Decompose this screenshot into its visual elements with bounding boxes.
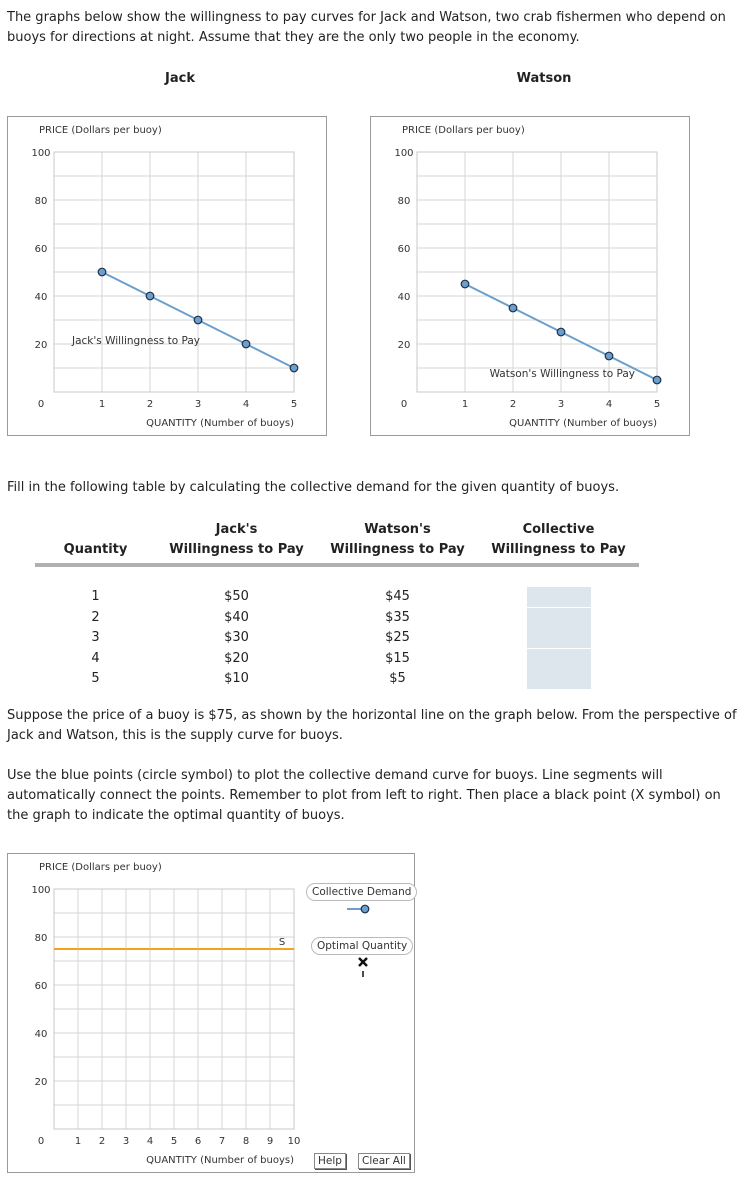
- x-tick-label: 3: [122, 1136, 130, 1147]
- y-tick-label: 20: [34, 1077, 48, 1088]
- x-tick-label: 1: [74, 1136, 82, 1147]
- curve-label: Jack's Willingness to Pay: [72, 335, 200, 347]
- table-row: [35, 608, 639, 629]
- wtp-table: [35, 520, 639, 690]
- collective-wtp-input[interactable]: [527, 628, 591, 648]
- x-tick-label: 5: [290, 399, 298, 410]
- grid: [417, 152, 657, 392]
- wtp-point: [557, 328, 565, 336]
- y-tick-label: 80: [397, 196, 411, 207]
- collective-demand-label: Collective Demand: [312, 886, 412, 898]
- table-header-row: [35, 520, 639, 565]
- table-row: [35, 628, 639, 649]
- help-button[interactable]: Help: [314, 1153, 346, 1169]
- cell-jack-wtp: $30: [224, 630, 249, 646]
- y-axis-label: PRICE (Dollars per buoy): [402, 125, 525, 136]
- cell-collective-wtp: [478, 628, 639, 649]
- collective-demand-symbol-icon[interactable]: [344, 902, 374, 916]
- cell-collective-wtp: [478, 649, 639, 670]
- cell-collective-wtp: [478, 587, 639, 608]
- x-tick-label: 3: [557, 399, 565, 410]
- wtp-point: [509, 304, 517, 312]
- header-watson: Watson's Willingness to Pay: [317, 520, 478, 565]
- y-tick-label: 40: [34, 1029, 48, 1040]
- jack-graph-title: Jack: [165, 71, 195, 86]
- x-tick-label: 3: [194, 399, 202, 410]
- y-tick-label: 40: [34, 292, 48, 303]
- cell-collective-wtp: [478, 608, 639, 629]
- cell-jack-wtp: $40: [224, 609, 249, 625]
- x-tick-label: 5: [170, 1136, 178, 1147]
- x-tick-label: 4: [146, 1136, 154, 1147]
- table-instruction-text: Fill in the following table by calculating the collective demand for the given quantity of buoys.: [7, 480, 620, 495]
- y-tick-label: 20: [34, 340, 48, 351]
- y-axis-label: PRICE (Dollars per buoy): [39, 862, 162, 873]
- cell-quantity: 2: [91, 609, 100, 625]
- y-tick-label: 40: [397, 292, 411, 303]
- watson-graph-title: Watson: [516, 71, 572, 86]
- y-axis-label: PRICE (Dollars per buoy): [39, 125, 162, 136]
- cell-watson-wtp: $35: [385, 609, 410, 625]
- x-tick-label: 6: [194, 1136, 202, 1147]
- grid: [54, 889, 294, 1129]
- curve-label: Watson's Willingness to Pay: [489, 368, 635, 380]
- x-tick-label: 10: [287, 1136, 301, 1147]
- x-tick-label: 9: [266, 1136, 274, 1147]
- optimal-quantity-x-icon[interactable]: [356, 954, 370, 980]
- collective-wtp-input[interactable]: [527, 649, 591, 669]
- cell-collective-wtp: [478, 669, 639, 690]
- x-tick-label: 0: [400, 399, 408, 410]
- cell-quantity: 5: [91, 671, 100, 687]
- table-row: [35, 587, 639, 608]
- wtp-point: [461, 280, 469, 288]
- cell-quantity: 1: [91, 589, 100, 605]
- cell-quantity: 3: [91, 630, 100, 646]
- x-tick-label: 4: [242, 399, 250, 410]
- collective-wtp-input[interactable]: [527, 608, 591, 628]
- y-tick-label: 80: [34, 933, 48, 944]
- collective-wtp-input[interactable]: [527, 587, 591, 607]
- watson-chart: [371, 117, 689, 435]
- collective-chart[interactable]: [8, 854, 308, 1172]
- optimal-quantity-label: Optimal Quantity: [317, 940, 408, 952]
- y-tick-label: 100: [31, 148, 51, 159]
- header-quantity: Quantity: [35, 520, 156, 565]
- supply-paragraph: Suppose the price of a buoy is $75, as shown by the horizontal line on the graph below. From the perspective of Jack and Watson, this is the supply curve for buoys.: [7, 708, 737, 743]
- cell-jack-wtp: $50: [224, 589, 249, 605]
- y-tick-label: 80: [34, 196, 48, 207]
- optimal-quantity-tool[interactable]: [311, 937, 413, 955]
- x-tick-label: 0: [37, 1136, 45, 1147]
- x-tick-label: 8: [242, 1136, 250, 1147]
- x-axis-label: QUANTITY (Number of buoys): [509, 418, 657, 429]
- x-tick-label: 0: [37, 399, 45, 410]
- x-tick-label: 2: [509, 399, 517, 410]
- jack-graph-panel: [7, 116, 327, 436]
- y-tick-label: 20: [397, 340, 411, 351]
- header-collective: Collective Willingness to Pay: [478, 520, 639, 565]
- table-row: [35, 649, 639, 670]
- table-row: [35, 669, 639, 690]
- collective-graph-panel: [7, 853, 415, 1173]
- jack-chart: [8, 117, 326, 435]
- cell-watson-wtp: $15: [385, 650, 410, 666]
- x-tick-label: 1: [98, 399, 106, 410]
- cell-jack-wtp: $20: [224, 650, 249, 666]
- x-tick-label: 2: [98, 1136, 106, 1147]
- x-tick-label: 7: [218, 1136, 226, 1147]
- plot-instruction-paragraph: Use the blue points (circle symbol) to plot the collective demand curve for buoys. Line segments will automatically connect the points. Remember to plot from left to right. Then place a black point (X symbol) on the graph to indicate the optimal quantity of buoys.: [7, 768, 721, 823]
- wtp-point: [605, 352, 613, 360]
- grid: [54, 152, 294, 392]
- watson-graph-panel: [370, 116, 690, 436]
- cell-watson-wtp: $5: [389, 671, 406, 687]
- wtp-point: [290, 364, 298, 372]
- x-tick-label: 1: [461, 399, 469, 410]
- cell-quantity: 4: [91, 650, 100, 666]
- supply-label: S: [278, 937, 286, 948]
- x-axis-label: QUANTITY (Number of buoys): [146, 418, 294, 429]
- intro-text: The graphs below show the willingness to pay curves for Jack and Watson, two crab fishermen who depend on buoys for directions at night. Assume that they are the only two people in the economy.: [7, 10, 726, 45]
- wtp-point: [653, 376, 661, 384]
- x-tick-label: 5: [653, 399, 661, 410]
- cell-jack-wtp: $10: [224, 671, 249, 687]
- cell-watson-wtp: $25: [385, 630, 410, 646]
- y-tick-label: 60: [397, 244, 411, 255]
- x-tick-label: 4: [605, 399, 613, 410]
- collective-demand-tool[interactable]: [306, 883, 417, 901]
- collective-wtp-input[interactable]: [527, 669, 591, 689]
- x-axis-label: QUANTITY (Number of buoys): [146, 1155, 294, 1166]
- y-tick-label: 100: [394, 148, 414, 159]
- wtp-point: [98, 268, 106, 276]
- cell-watson-wtp: $45: [385, 589, 410, 605]
- wtp-point: [194, 316, 202, 324]
- wtp-point: [242, 340, 250, 348]
- wtp-point: [146, 292, 154, 300]
- header-jack: Jack's Willingness to Pay: [156, 520, 317, 565]
- x-tick-label: 2: [146, 399, 154, 410]
- clear-all-button[interactable]: Clear All: [358, 1153, 410, 1169]
- y-tick-label: 60: [34, 244, 48, 255]
- y-tick-label: 100: [31, 885, 51, 896]
- y-tick-label: 60: [34, 981, 48, 992]
